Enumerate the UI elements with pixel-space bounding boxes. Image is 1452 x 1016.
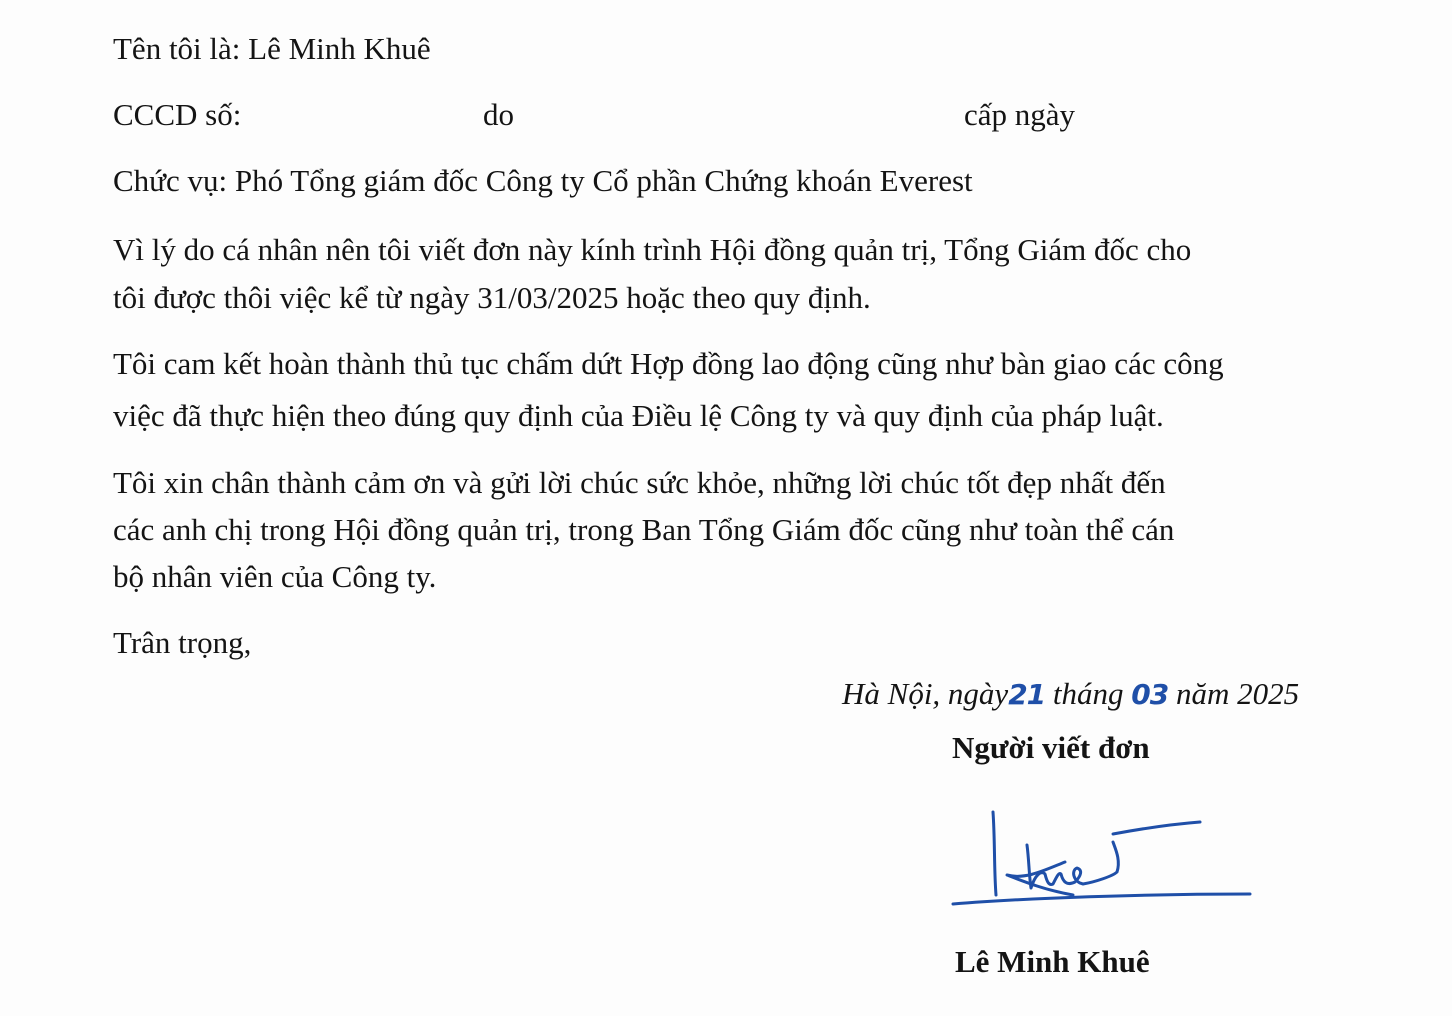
- signer-name: Lê Minh Khuê: [955, 944, 1150, 979]
- id-label: CCCD số:: [113, 97, 242, 132]
- paragraph-commitment: [113, 338, 1403, 442]
- position-line: Chức vụ: Phó Tổng giám đốc Công ty Cổ phần Chứng khoán Everest: [113, 163, 973, 198]
- signer-title: Người viết đơn: [952, 730, 1150, 765]
- date-prefix: Hà Nội, ngày: [842, 676, 1009, 711]
- signature-icon: [945, 800, 1265, 915]
- paragraph-resignation-request: [113, 226, 1403, 322]
- date-year-label: năm 2025: [1176, 676, 1300, 711]
- paragraph-line: Vì lý do cá nhân nên tôi viết đơn này kính trình Hội đồng quản trị, Tổng Giám đốc cho: [113, 232, 1192, 267]
- paragraph-line: Tôi cam kết hoàn thành thủ tục chấm dứt Hợp đồng lao động cũng như bàn giao các công: [113, 346, 1224, 381]
- date-month-label: tháng: [1052, 676, 1124, 711]
- paragraph-line: bộ nhân viên của Công ty.: [113, 559, 437, 594]
- paragraph-thanks: [113, 459, 1403, 600]
- paragraph-line: các anh chị trong Hội đồng quản trị, trong Ban Tổng Giám đốc cũng như toàn thể cán: [113, 512, 1175, 547]
- handwritten-month: 03: [1131, 678, 1169, 711]
- id-issued-by-label: do: [483, 97, 514, 132]
- name-line: Tên tôi là: Lê Minh Khuê: [113, 31, 431, 66]
- date-line: [842, 676, 1299, 713]
- paragraph-line: tôi được thôi việc kể từ ngày 31/03/2025 hoặc theo quy định.: [113, 280, 871, 315]
- id-issued-date-label: cấp ngày: [964, 97, 1076, 132]
- paragraph-line: việc đã thực hiện theo đúng quy định của Điều lệ Công ty và quy định của pháp luật.: [113, 398, 1164, 433]
- handwritten-day: 21: [1008, 678, 1046, 711]
- paragraph-line: Tôi xin chân thành cảm ơn và gửi lời chúc sức khỏe, những lời chúc tốt đẹp nhất đến: [113, 465, 1166, 500]
- closing: Trân trọng,: [113, 625, 252, 660]
